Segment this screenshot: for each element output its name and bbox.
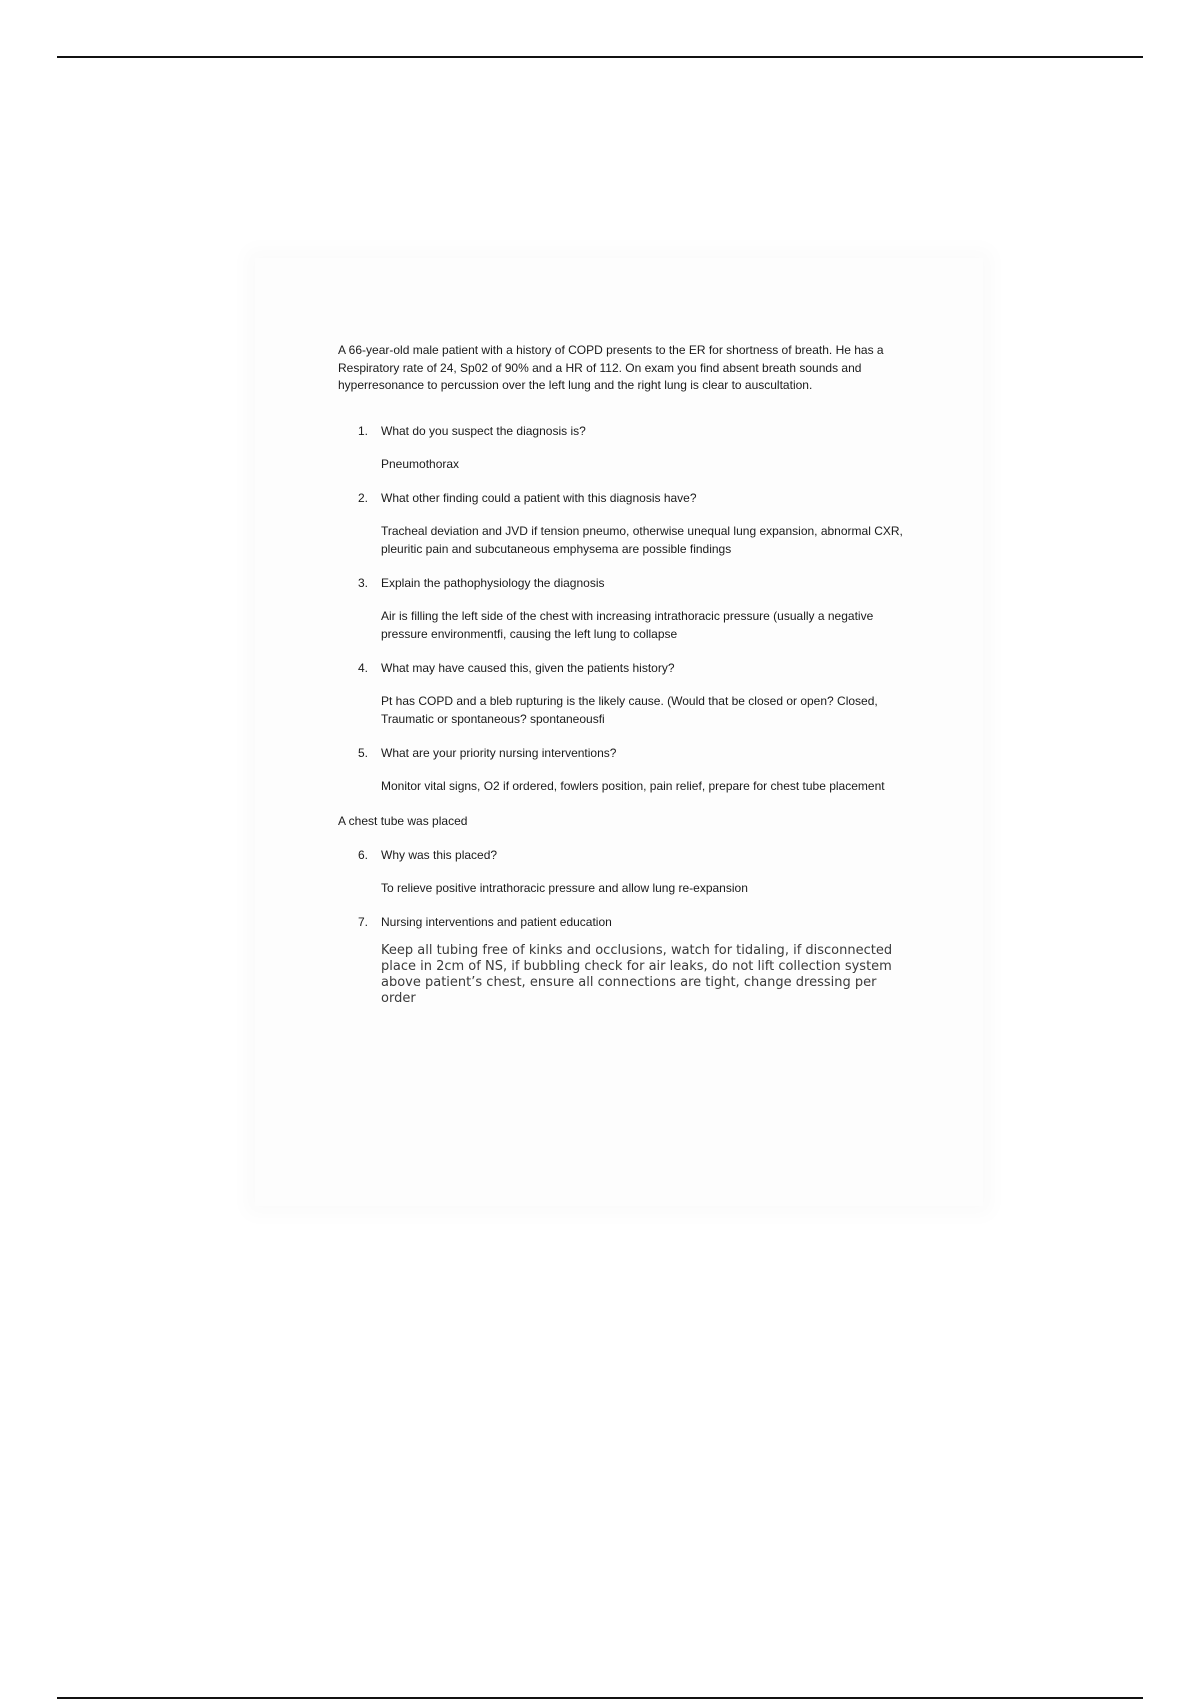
question-3 xyxy=(338,575,908,592)
question-6 xyxy=(338,847,908,864)
answer-1: Pneumothorax xyxy=(381,456,460,471)
question-text: Why was this placed? xyxy=(381,847,498,862)
answer-4: Pt has COPD and a bleb rupturing is the likely cause. (Would that be closed or open? Closed, Traumatic or spontaneous? spontaneousfi xyxy=(381,694,878,726)
question-block-3 xyxy=(338,575,908,643)
question-block-4 xyxy=(338,660,908,728)
question-block-1 xyxy=(338,423,908,474)
case-intro: A 66-year-old male patient with a history of COPD presents to the ER for shortness of breath. He has a Respiratory rate of 24, Sp02 of 90% and a HR of 112. On exam you find absent breath sounds and hyperresonance to percussion over the left lung and the right lung is clear to auscultation. xyxy=(338,343,884,392)
answer-3: Air is filling the left side of the chest with increasing intrathoracic pressure (usually a negative pressure environmentfi, causing the left lung to collapse xyxy=(381,609,874,641)
interlude-text: A chest tube was placed xyxy=(338,813,468,828)
question-number: 2. xyxy=(358,491,369,505)
question-number: 5. xyxy=(358,746,369,760)
answer-2: Tracheal deviation and JVD if tension pneumo, otherwise unequal lung expansion, abnormal CXR, pleuritic pain and subcutaneous emphysema are possible findings xyxy=(381,524,903,556)
question-number: 6. xyxy=(358,847,369,862)
question-4 xyxy=(338,660,908,677)
question-block-2 xyxy=(338,490,908,558)
document-body xyxy=(338,342,908,1024)
question-block-7 xyxy=(338,914,908,1007)
question-2 xyxy=(338,490,908,507)
answer-5: Monitor vital signs, O2 if ordered, fowlers position, pain relief, prepare for chest tube placement xyxy=(381,779,885,793)
question-number: 7. xyxy=(358,915,369,929)
bottom-rule xyxy=(57,1697,1143,1699)
question-number: 4. xyxy=(358,661,369,675)
question-block-5 xyxy=(338,745,908,796)
question-number: 1. xyxy=(358,423,369,438)
question-5 xyxy=(338,745,908,762)
top-rule xyxy=(57,56,1143,58)
question-1 xyxy=(338,423,908,440)
question-number: 3. xyxy=(358,576,369,590)
question-text: What are your priority nursing interventions? xyxy=(381,746,617,760)
question-block-6 xyxy=(338,847,908,898)
question-text: What may have caused this, given the patients history? xyxy=(381,661,675,675)
question-text: What other finding could a patient with this diagnosis have? xyxy=(381,491,697,505)
question-text: What do you suspect the diagnosis is? xyxy=(381,423,586,438)
answer-6: To relieve positive intrathoracic pressure and allow lung re-expansion xyxy=(381,880,748,895)
question-7 xyxy=(338,914,908,931)
question-text: Explain the pathophysiology the diagnosis xyxy=(381,576,605,590)
answer-7: Keep all tubing free of kinks and occlusions, watch for tidaling, if disconnected place in 2cm of NS, if bubbling check for air leaks, do not lift collection system above patient’s chest, ensure all connections are tight, change dressing per order xyxy=(381,943,893,1006)
question-text: Nursing interventions and patient education xyxy=(381,915,612,929)
